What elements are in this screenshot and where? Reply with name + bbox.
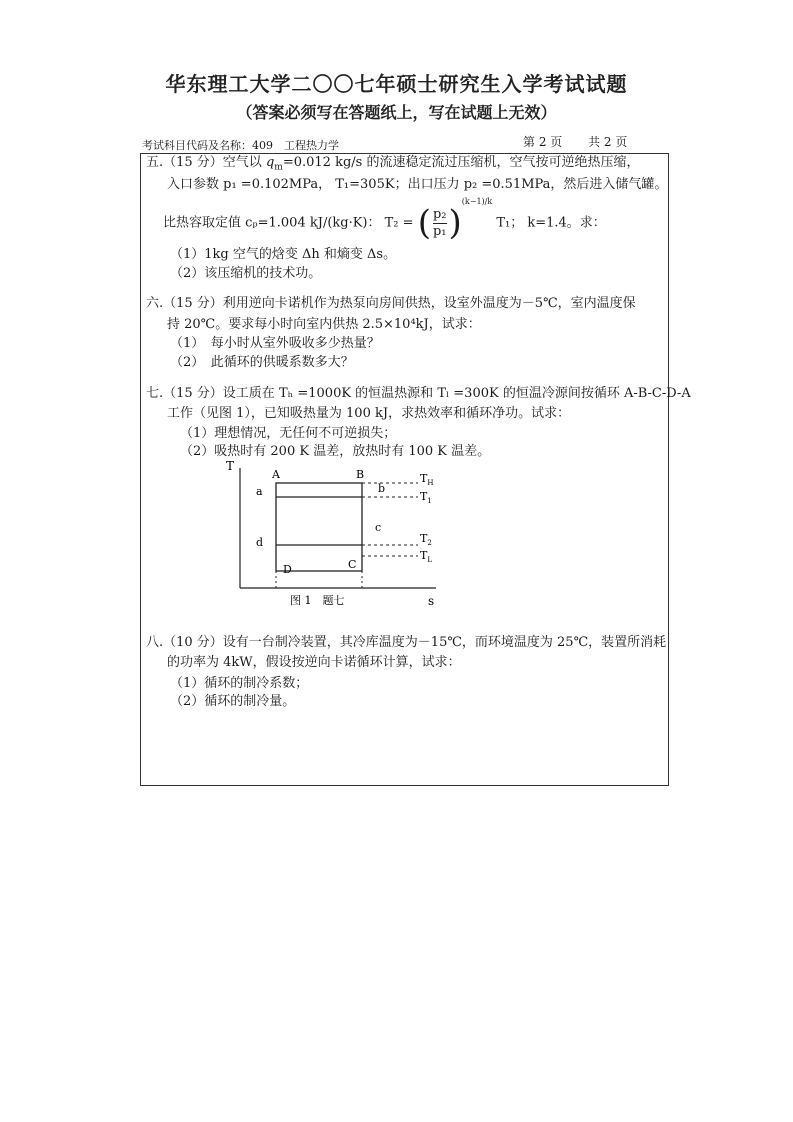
exponent: (k−1)/k [461, 197, 493, 206]
q7-sub2: （2）吸热时有 200 K 温差，放热时有 100 K 温差。 [180, 444, 491, 459]
q8-line2: 的功率为 4kW，假设按逆向卡诺循环计算，试求： [167, 655, 461, 670]
q6-line1: 六.（15 分）利用逆向卡诺机作为热泵向房间供热，设室外温度为－5℃，室内温度保 [146, 296, 636, 311]
point-b-lower: b [378, 482, 386, 495]
exam-subtitle: （答案必须写在答题纸上，写在试题上无效） [236, 103, 557, 122]
ts-diagram [218, 458, 448, 608]
t-axis-label: T [226, 459, 235, 473]
pressure-ratio: $\frac{\text{p₂}}{\text{p₁}}$ [432, 206, 447, 239]
point-a-lower: a [256, 485, 263, 498]
q6-sub1: （1） 每小时从室外吸收多少热量？ [170, 336, 380, 351]
q7-line2: 工作（见图 1），已知吸热量为 100 kJ，求热效率和循环净功。试求： [167, 406, 571, 421]
s-axis-label: s [428, 594, 435, 608]
page-current: 第 2 页 [523, 135, 563, 149]
q5-line1: 五.（15 分）空气以 $q_m=0.012$ kg/s 的流速稳定流过压缩机，空气按可逆绝热压缩， [146, 155, 640, 173]
point-c-upper: C [348, 558, 357, 571]
q8-sub1: （1）循环的制冷系数； [170, 676, 309, 691]
point-d-upper: D [283, 563, 292, 576]
q5-formula: 比热容取定值 cₚ=1.004 kJ/(kg·K)： T₂ = ( $\frac{\text{p₂}}{\text{p₁}}$ )$^{(k-1)/k}$ T₁； k=1.4。求： [163, 197, 606, 243]
q7-line1: 七.（15 分）设工质在 Tₕ =1000K 的恒温热源和 Tₗ =300K 的恒温冷源间按循环 A-B-C-D-A [146, 386, 691, 401]
q5-sub1: （1）1kg 空气的焓变 Δh 和熵变 Δs。 [170, 247, 397, 262]
page-indicator [523, 133, 649, 150]
q5-sub2: （2）该压缩机的技术功。 [170, 266, 322, 281]
point-c-lower: c [375, 521, 382, 534]
page-total: 共 2 页 [588, 135, 628, 149]
figure-caption: 图 1 题七 [290, 594, 345, 607]
q5-line2: 入口参数 p₁ =0.102MPa， T₁=305K；出口压力 p₂ =0.51MPa，然后进入储气罐。 [167, 177, 668, 192]
subject-label: 考试科目代码及名称：409 工程热力学 [142, 139, 339, 152]
label-tl: $T_L$ [420, 549, 432, 564]
point-a-upper: A [272, 468, 280, 481]
label-t2: $T_2$ [420, 532, 432, 547]
label-th: $T_H$ [420, 472, 434, 487]
label-t1: $T_1$ [420, 490, 432, 505]
q6-sub2: （2） 此循环的供暖系数多大？ [170, 355, 354, 370]
q6-line2: 持 20℃。要求每小时向室内供热 2.5×10⁴kJ，试求： [167, 317, 481, 332]
point-d-lower: d [256, 536, 264, 549]
point-b-upper: B [356, 468, 365, 481]
q7-sub1: （1）理想情况，无任何不可逆损失； [180, 426, 397, 441]
q8-line1: 八.（10 分）设有一台制冷装置，其冷库温度为－15℃，而环境温度为 25℃，装置所消耗 [146, 635, 667, 650]
q8-sub2: （2）循环的制冷量。 [170, 694, 296, 709]
exam-title: 华东理工大学二〇〇七年硕士研究生入学考试试题 [165, 72, 628, 96]
q5-var: q [265, 155, 275, 170]
